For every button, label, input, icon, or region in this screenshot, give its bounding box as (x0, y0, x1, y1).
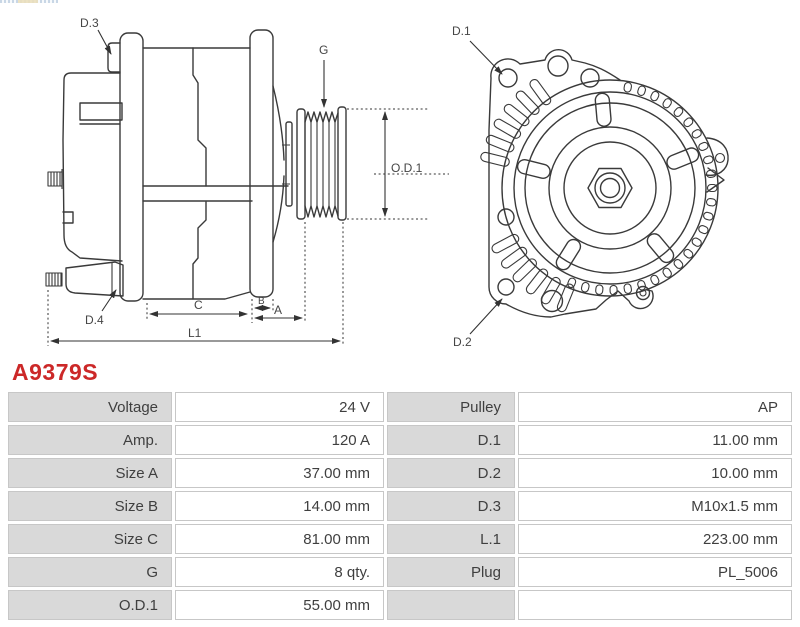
leader-d4 (102, 290, 116, 311)
rear-housing (63, 73, 122, 261)
dim-label-g: G (319, 43, 329, 57)
spec-label-cell: D.2 (387, 458, 515, 488)
spec-label-cell: Voltage (8, 392, 172, 422)
mounting-holes (498, 56, 650, 312)
spec-value-cell: PL_5006 (518, 557, 792, 587)
front-cone-shaft (273, 86, 292, 242)
spec-label-cell: Plug (387, 557, 515, 587)
dim-label-d2: D.2 (453, 335, 472, 349)
side-view-drawing (46, 16, 449, 346)
part-number: A9379S (12, 359, 99, 385)
spec-table (8, 392, 792, 620)
dim-label-d1: D.1 (452, 24, 471, 38)
spec-label-cell: L.1 (387, 524, 515, 554)
spec-label-cell: Size A (8, 458, 172, 488)
spec-value-cell: 120 A (175, 425, 384, 455)
spec-label-cell: Amp. (8, 425, 172, 455)
spec-label-cell: Pulley (387, 392, 515, 422)
mounting-hole-d2 (498, 279, 514, 295)
spec-value-cell: 55.00 mm (175, 590, 384, 620)
rear-bracket-arm (120, 33, 143, 301)
dim-label-d3: D.3 (80, 16, 99, 30)
mounting-hole-d1 (499, 69, 517, 87)
spec-value-cell: 14.00 mm (175, 491, 384, 521)
spec-label-cell (387, 590, 515, 620)
spec-value-cell: 24 V (175, 392, 384, 422)
pulley (297, 107, 346, 220)
dim-label-l1: L1 (188, 326, 202, 340)
mounting-bolt (46, 262, 123, 296)
d3-lug (108, 43, 120, 72)
spec-value-cell: 37.00 mm (175, 458, 384, 488)
leader-d1 (470, 41, 502, 74)
dim-label-d4: D.4 (85, 313, 104, 327)
stator-body (143, 48, 288, 299)
front-bracket-arm (250, 30, 273, 297)
spec-label-cell: D.1 (387, 425, 515, 455)
front-view-drawing (452, 24, 728, 349)
spec-label-cell: Size B (8, 491, 172, 521)
terminal-stud (48, 169, 62, 189)
vent-slots (480, 78, 575, 313)
spec-label-cell: O.D.1 (8, 590, 172, 620)
spec-label-cell: D.3 (387, 491, 515, 521)
spec-value-cell: 10.00 mm (518, 458, 792, 488)
spec-value-cell: 223.00 mm (518, 524, 792, 554)
leader-d2 (470, 299, 502, 334)
spec-label-cell: Size C (8, 524, 172, 554)
dim-label-od1: O.D.1 (391, 161, 423, 175)
dim-label-a: A (274, 303, 283, 317)
spec-label-cell: G (8, 557, 172, 587)
spec-value-cell (518, 590, 792, 620)
spec-value-cell: 81.00 mm (175, 524, 384, 554)
spec-value-cell: M10x1.5 mm (518, 491, 792, 521)
spec-value-cell: AP (518, 392, 792, 422)
dim-label-b: B (258, 296, 265, 307)
spec-value-cell: 8 qty. (175, 557, 384, 587)
spec-value-cell: 11.00 mm (518, 425, 792, 455)
dim-label-c: C (194, 298, 203, 312)
leader-d3 (98, 30, 111, 54)
shaft-nut (588, 169, 632, 208)
